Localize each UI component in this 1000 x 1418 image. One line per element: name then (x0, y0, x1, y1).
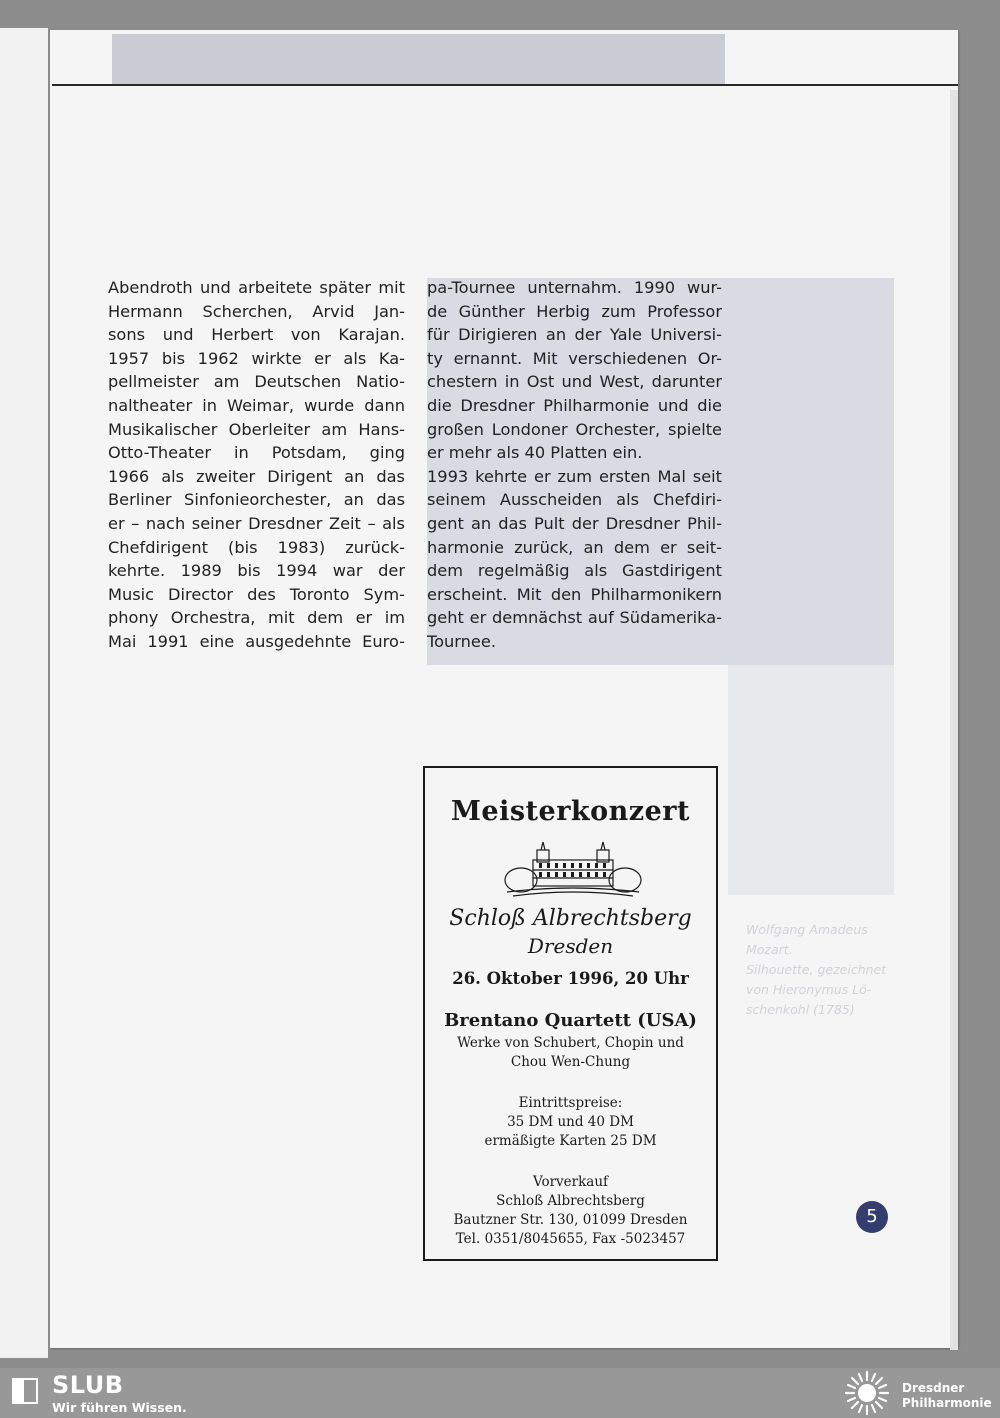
ad-title: Meisterkonzert (451, 796, 690, 827)
concert-advertisement (423, 766, 718, 1261)
text-line: Music Director des Toronto Sym- (108, 584, 405, 604)
text-line: er – nach seiner Dresdner Zeit – als (108, 513, 405, 533)
text-line: die Dresdner Philharmonie und die (427, 395, 722, 415)
text-line: Berliner Sinfonieorchester, an das (108, 490, 405, 510)
text-line: für Dirigieren an der Yale Universi- (427, 325, 722, 345)
ad-program: Werke von Schubert, Chopin und (457, 1035, 684, 1051)
ad-presale-heading: Vorverkauf (532, 1174, 609, 1190)
text-line: Otto-Theater in Potsdam, ging (108, 443, 405, 463)
slub-logo-icon[interactable] (12, 1378, 38, 1404)
previous-page-edge (0, 28, 48, 1358)
text-line: phony Orchestra, mit dem er im (108, 608, 405, 628)
text-line: 1957 bis 1962 wirkte er als Ka- (108, 348, 405, 368)
philharmonie-logo-icon[interactable] (843, 1369, 891, 1417)
article-column-right (427, 276, 722, 654)
ad-tickets-heading: Eintrittspreise: (518, 1095, 623, 1111)
text-line: er mehr als 40 Platten ein. (427, 443, 643, 463)
text-line: sons und Herbert von Karajan. (108, 325, 405, 345)
text-line: Abendroth und arbeitete später mit (108, 278, 405, 297)
text-line: kehrte. 1989 bis 1994 war der (108, 561, 405, 581)
article-column-left (108, 276, 405, 654)
ad-venue-script: Schloß Albrechtsberg (449, 906, 692, 931)
text-line: pa-Tournee unternahm. 1990 wur- (427, 278, 722, 297)
text-line: seinem Ausscheiden als Chefdiri- (427, 490, 722, 510)
page-edge-shadow (950, 90, 958, 1350)
library-name-link[interactable]: SLUB (52, 1371, 124, 1399)
text-line: 1993 kehrte er zum ersten Mal seit (427, 466, 722, 486)
text-line: großen Londoner Orchester, spielte (427, 419, 722, 439)
ad-ticket-price: 35 DM und 40 DM (507, 1114, 634, 1130)
partner-name-line: Philharmonie (902, 1396, 992, 1410)
text-line: 1966 als zweiter Dirigent an das (108, 466, 405, 486)
text-line: harmonie zurück, an dem er seit- (427, 537, 722, 557)
ad-program: Chou Wen-Chung (510, 1054, 631, 1070)
castle-illustration-icon (503, 838, 643, 898)
partner-name-line: Dresdner (902, 1381, 965, 1395)
image-caption (746, 920, 896, 1020)
text-line: ty ernannt. Mit verschiedenen Or- (427, 348, 722, 368)
ad-ticket-price-reduced: ermäßigte Karten 25 DM (484, 1133, 657, 1149)
text-line: Tournee. (427, 631, 496, 651)
text-line: gent an das Pult der Dresdner Phil- (427, 513, 722, 533)
caption-line: schenkohl (1785) (746, 1002, 855, 1017)
ad-presale-phone: Tel. 0351/8045655, Fax -5023457 (455, 1231, 686, 1247)
header-band (112, 34, 725, 84)
text-line: geht er demnächst auf Südamerika- (427, 608, 722, 628)
text-line: Mai 1991 eine ausgedehnte Euro- (108, 631, 405, 651)
ad-date: 26. Oktober 1996, 20 Uhr (452, 969, 689, 988)
text-line: erscheint. Mit den Philharmonikern (427, 584, 722, 604)
text-line: Musikalischer Oberleiter am Hans- (108, 419, 405, 439)
text-line: naltheater in Weimar, wurde dann (108, 395, 405, 415)
ad-presale-address: Bautzner Str. 130, 01099 Dresden (453, 1212, 688, 1228)
caption-line: Silhouette, gezeichnet (746, 962, 887, 977)
show-through-image-lower (728, 665, 894, 895)
caption-line: Wolfgang Amadeus (746, 922, 868, 937)
page-number-badge: 5 (856, 1201, 888, 1233)
text-line: chestern in Ost und West, darunter (427, 372, 722, 392)
text-line: dem regelmäßig als Gastdirigent (427, 561, 722, 581)
ad-ensemble: Brentano Quartett (USA) (444, 1010, 697, 1031)
text-line: Chefdirigent (bis 1983) zurück- (108, 537, 405, 557)
text-line: de Günther Herbig zum Professor (427, 301, 722, 321)
ad-presale-location: Schloß Albrechtsberg (496, 1193, 645, 1209)
caption-line: von Hieronymus Lö- (746, 982, 872, 997)
text-line: Hermann Scherchen, Arvid Jan- (108, 301, 405, 321)
text-line: pellmeister am Deutschen Natio- (108, 372, 405, 392)
ad-venue-city-script: Dresden (527, 934, 614, 958)
caption-line: Mozart. (746, 942, 793, 957)
header-rule (52, 84, 958, 86)
library-tagline: Wir führen Wissen. (52, 1400, 187, 1415)
